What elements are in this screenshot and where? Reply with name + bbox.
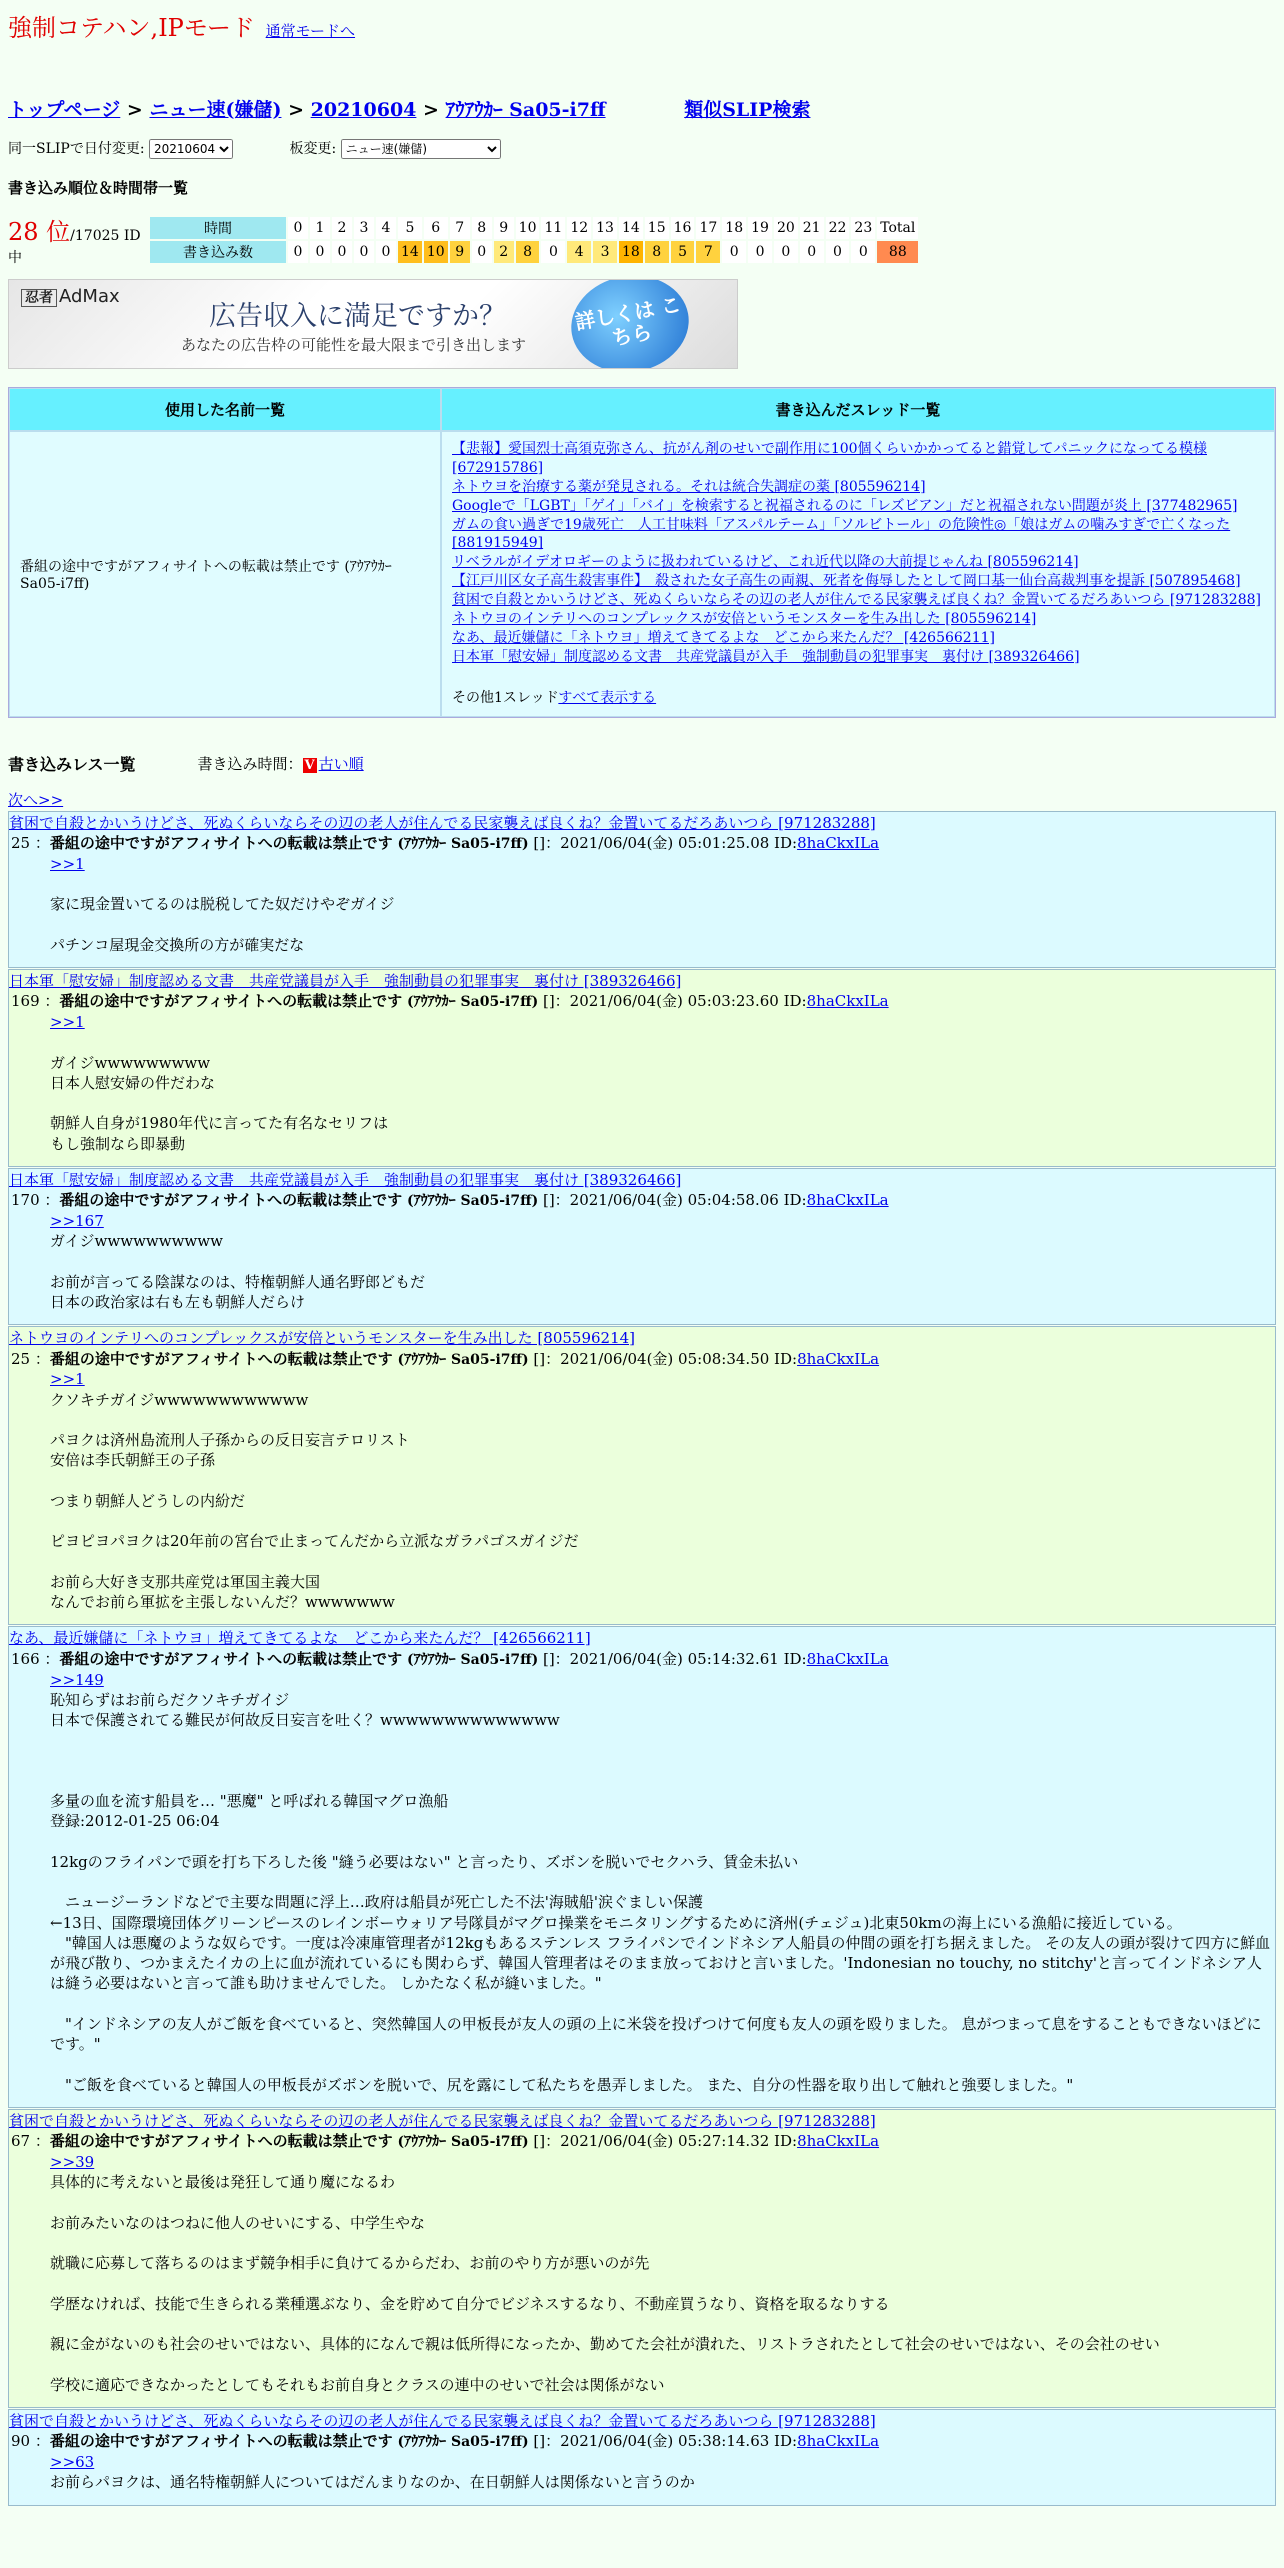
post xyxy=(8,811,1276,968)
thread-link[interactable]: ネトウヨを治療する薬が発見される。それは統合失調症の薬 [805596214] xyxy=(452,478,926,495)
next-page-link[interactable]: 次へ>> xyxy=(8,790,64,809)
date-select[interactable] xyxy=(149,139,233,159)
used-name: 番組の途中ですがアフィサイトへの転載は禁止です (ｱｳｱｳｶｰ Sa05-i7ff) xyxy=(9,431,441,717)
post-body xyxy=(9,1012,1273,1154)
post xyxy=(8,1626,1276,2107)
board-change-label: 板変更: xyxy=(289,141,337,157)
post-body xyxy=(9,1369,1273,1612)
hour-cell: 9 xyxy=(494,217,514,239)
post-author: 番組の途中ですがアフィサイトへの転載は禁止です xyxy=(49,2432,393,2451)
post-thread-link[interactable]: なあ、最近嫌儲に「ネトウヨ」増えてきてるよな どこから来たんだ？ [426566211] xyxy=(9,1629,591,1648)
reply-anchor-link[interactable]: >>167 xyxy=(50,1212,104,1230)
hour-cell: 16 xyxy=(671,217,695,239)
breadcrumb-board-link[interactable]: ニュー速(嫌儲) xyxy=(149,99,282,121)
post xyxy=(8,1168,1276,1325)
post-date: []：2021/06/04(金) 05:01:25.08 ID: xyxy=(528,833,798,852)
breadcrumb-top-link[interactable]: トップページ xyxy=(8,99,121,121)
thread-link[interactable]: Googleで「LGBT」「ゲイ」「バイ」を検索すると祝福されるのに「レズビアン」だと祝福されない問題が炎上 [377482965] xyxy=(452,497,1238,514)
hour-cell: 8 xyxy=(472,217,492,239)
post-text: ガイジwwwwwwwww 日本人慰安婦の件だわな 朝鮮人自身が1980年代に言ってた有名なセリフは もし強制なら即暴動 xyxy=(50,1053,389,1153)
count-cell: 0 xyxy=(774,241,798,263)
count-cell: 0 xyxy=(851,241,875,263)
hour-cell: 13 xyxy=(593,217,617,239)
post-date: []：2021/06/04(金) 05:27:14.32 ID: xyxy=(528,2132,798,2151)
post-meta xyxy=(9,991,1273,1012)
post-trip: (ｱｳｱｳｶｰ Sa05-i7ff) xyxy=(392,2434,529,2451)
more-threads xyxy=(452,687,1264,708)
post-id-link[interactable]: 8haCkxILa xyxy=(797,1349,880,1368)
post-id-link[interactable]: 8haCkxILa xyxy=(806,1191,889,1210)
post-date: []：2021/06/04(金) 05:04:58.06 ID: xyxy=(538,1191,807,1210)
post xyxy=(8,1326,1276,1625)
post-body xyxy=(9,1211,1273,1312)
hour-cell: 2 xyxy=(332,217,352,239)
post-number: 170 ： xyxy=(11,1191,60,1210)
reply-anchor-link[interactable]: >>1 xyxy=(50,1013,85,1032)
post-text: 家に現金置いてるのは脱税してた奴だけやぞガイジ パチンコ屋現金交換所の方が確実だな xyxy=(50,895,395,954)
names-header: 使用した名前一覧 xyxy=(9,388,441,431)
count-cell: 8 xyxy=(516,241,540,263)
post-number: 169 ： xyxy=(11,992,60,1011)
post-number: 25 ： xyxy=(11,833,50,852)
mode-title: 強制コテハン,IPモード xyxy=(8,14,255,42)
post-trip: (ｱｳｱｳｶｰ Sa05-i7ff) xyxy=(402,1193,539,1210)
count-cell: 0 xyxy=(310,241,330,263)
total-label: Total xyxy=(877,217,918,239)
posts-heading: 書き込みレス一覧 xyxy=(8,754,136,774)
rank-total: /17025 ID中 xyxy=(8,228,141,266)
hour-cell: 12 xyxy=(567,217,591,239)
hour-cell: 11 xyxy=(541,217,565,239)
hour-cell: 4 xyxy=(376,217,396,239)
post-trip: (ｱｳｱｳｶｰ Sa05-i7ff) xyxy=(392,2134,529,2151)
post-trip: (ｱｳｱｳｶｰ Sa05-i7ff) xyxy=(402,1651,539,1668)
post-meta xyxy=(9,1649,1273,1670)
hour-cell: 19 xyxy=(748,217,772,239)
post-text: お前らパヨクは、通名特権朝鮮人についてはだんまりなのか、在日朝鮮人は関係ないと言うのか xyxy=(50,2473,695,2492)
hour-cell: 1 xyxy=(310,217,330,239)
hour-cell: 17 xyxy=(696,217,720,239)
post-date: []：2021/06/04(金) 05:03:23.60 ID: xyxy=(538,992,807,1011)
breadcrumb-slip-link[interactable]: ｱｳｱｳｶｰ Sa05-i7ff xyxy=(445,99,606,121)
sort-order-label: 書き込み時間： xyxy=(197,754,303,773)
post-meta xyxy=(9,2431,1273,2452)
thread-link[interactable]: 貧困で自殺とかいうけどさ、死ぬくらいならその辺の老人が住んでる民家襲えば良くね？金置いてるだろあいつら [971283288] xyxy=(452,592,1261,609)
total-count: 88 xyxy=(877,241,918,263)
sort-arrow-icon: V xyxy=(304,757,315,773)
count-cell: 0 xyxy=(800,241,824,263)
reply-anchor-link[interactable]: >>149 xyxy=(50,1670,104,1689)
post-author: 番組の途中ですがアフィサイトへの転載は禁止です xyxy=(49,2132,393,2151)
breadcrumb-separator: > xyxy=(126,99,143,121)
count-cell: 0 xyxy=(288,241,308,263)
count-cell: 5 xyxy=(671,241,695,263)
count-cell: 0 xyxy=(826,241,850,263)
ad-details-button[interactable]: 詳しくは こちら xyxy=(564,279,697,369)
thread-link[interactable]: ガムの食い過ぎで19歳死亡 人工甘味料「アスパルテーム」「ソルビトール」の危険性◎「娘はガムの噛みすぎで亡くなった [881915949] xyxy=(452,516,1231,552)
post-meta xyxy=(9,1190,1273,1211)
count-cell: 0 xyxy=(748,241,772,263)
post-number: 90 ： xyxy=(11,2432,50,2451)
hour-cell: 10 xyxy=(516,217,540,239)
similar-slip-search-link[interactable]: 類似SLIP検索 xyxy=(684,99,811,121)
posts-list xyxy=(8,811,1276,2506)
summary-table xyxy=(8,387,1276,718)
thread-links xyxy=(452,440,1264,667)
post-body xyxy=(9,2452,1273,2493)
rank-display xyxy=(8,212,148,267)
post-date: []：2021/06/04(金) 05:08:34.50 ID: xyxy=(528,1349,798,1368)
threads-header: 書き込んだスレッド一覧 xyxy=(441,388,1275,431)
ad-banner[interactable] xyxy=(8,279,738,369)
thread-link[interactable]: なあ、最近嫌儲に「ネトウヨ」増えてきてるよな どこから来たんだ？ [426566211] xyxy=(452,629,995,646)
rank-number: 28 位 xyxy=(8,218,71,246)
thread-list xyxy=(441,431,1275,717)
count-cell: 0 xyxy=(472,241,492,263)
count-cell: 0 xyxy=(354,241,374,263)
hours-row-label: 時間 xyxy=(150,217,286,239)
hour-cell: 0 xyxy=(288,217,308,239)
post-id-link[interactable]: 8haCkxILa xyxy=(806,1649,889,1668)
sort-oldest-link[interactable]: 古い順 xyxy=(318,754,364,773)
mode-header xyxy=(8,8,1276,43)
post-thread-link[interactable]: 貧困で自殺とかいうけどさ、死ぬくらいならその辺の老人が住んでる民家襲えば良くね？金置いてるだろあいつら [971283288] xyxy=(9,813,876,832)
reply-anchor-link[interactable]: >>1 xyxy=(50,854,85,873)
breadcrumb xyxy=(8,95,1276,122)
post-number: 166 ： xyxy=(11,1649,60,1668)
count-cell: 10 xyxy=(424,241,448,263)
ad-logo: 忍者 AdMax xyxy=(21,286,120,307)
ad-subline: あなたの広告枠の可能性を最大限まで引き出します xyxy=(181,336,527,354)
post-thread-link[interactable]: 日本軍「慰安婦」制度認める文書 共産党議員が入手 強制動員の犯罪事実 裏付け [389326466] xyxy=(9,971,682,990)
breadcrumb-separator: > xyxy=(423,99,439,121)
count-cell: 18 xyxy=(619,241,643,263)
post-body xyxy=(9,854,1273,955)
post-text: クソキチガイジwwwwwwwwwwww パヨクは済州島流刑人子孫からの反日妄言テロリスト 安倍は李氏朝鮮王の子孫 つまり朝鮮人どうしの内紛だ ピヨピヨパヨクは20年前の宮台で止まってんだから立派なガラパゴスガイジだ お前ら大好き支那共産党は軍国主義大国 なんでお前ら軍拡を主張しないんだ？wwwwwww xyxy=(50,1390,579,1612)
thread-link[interactable]: 日本軍「慰安婦」制度認める文書 共産党議員が入手 強制動員の犯罪事実 裏付け [389326466] xyxy=(452,648,1080,665)
count-cell: 8 xyxy=(645,241,669,263)
count-cell: 2 xyxy=(494,241,514,263)
post-meta xyxy=(9,1349,1273,1370)
count-cell: 9 xyxy=(450,241,470,263)
selector-row xyxy=(8,138,1276,159)
reply-anchor-link[interactable]: >>1 xyxy=(50,1370,85,1389)
post-thread-link[interactable]: 貧困で自殺とかいうけどさ、死ぬくらいならその辺の老人が住んでる民家襲えば良くね？金置いてるだろあいつら [971283288] xyxy=(9,2111,876,2130)
rank-section xyxy=(8,212,1276,267)
hour-cell: 20 xyxy=(774,217,798,239)
post xyxy=(8,2409,1276,2506)
count-cell: 0 xyxy=(541,241,565,263)
post-body xyxy=(9,2152,1273,2395)
post-trip: (ｱｳｱｳｶｰ Sa05-i7ff) xyxy=(402,994,539,1011)
post-author: 番組の途中ですがアフィサイトへの転載は禁止です xyxy=(59,1191,403,1210)
post-trip: (ｱｳｱｳｶｰ Sa05-i7ff) xyxy=(392,835,529,852)
post-id-link[interactable]: 8haCkxILa xyxy=(797,2432,880,2451)
post-thread-link[interactable]: ネトウヨのインテリへのコンプレックスが安倍というモンスターを生み出した [805596214] xyxy=(9,1329,636,1348)
post-id-link[interactable]: 8haCkxILa xyxy=(797,833,880,852)
thread-link[interactable]: 【悲報】愛国烈士高須克弥さん、抗がん剤のせいで副作用に100個くらいかかってると錯覚してパニックになってる模様 [672915786] xyxy=(452,441,1207,476)
post-body xyxy=(9,1670,1273,2095)
counts-row-label: 書き込み数 xyxy=(150,241,286,263)
hours-row xyxy=(150,217,918,239)
hour-cell: 23 xyxy=(851,217,875,239)
post-number: 25 ： xyxy=(11,1349,50,1368)
date-change-label: 同一SLIPで日付変更: xyxy=(8,141,145,157)
posts-header xyxy=(8,752,1276,775)
post-author: 番組の途中ですがアフィサイトへの転載は禁止です xyxy=(49,1349,393,1368)
post-trip: (ｱｳｱｳｶｰ Sa05-i7ff) xyxy=(392,1351,529,1368)
post xyxy=(8,969,1276,1167)
post-date: []：2021/06/04(金) 05:38:14.63 ID: xyxy=(528,2432,798,2451)
post-text: ガイジwwwwwwwwww お前が言ってる陰謀なのは、特権朝鮮人通名野郎どもだ 日本の政治家は右も左も朝鮮人だらけ xyxy=(50,1232,426,1311)
post-date: []：2021/06/04(金) 05:14:32.61 ID: xyxy=(538,1649,807,1668)
post-thread-link[interactable]: 日本軍「慰安婦」制度認める文書 共産党議員が入手 強制動員の犯罪事実 裏付け [389326466] xyxy=(9,1170,682,1189)
post-id-link[interactable]: 8haCkxILa xyxy=(806,992,889,1011)
post-number: 67 ： xyxy=(11,2132,50,2151)
post-author: 番組の途中ですがアフィサイトへの転載は禁止です xyxy=(59,992,403,1011)
board-select[interactable] xyxy=(341,139,501,159)
hour-cell: 18 xyxy=(722,217,746,239)
hourly-post-table xyxy=(148,215,920,265)
reply-anchor-link[interactable]: >>39 xyxy=(50,2152,95,2171)
count-cell: 4 xyxy=(567,241,591,263)
post-thread-link[interactable]: 貧困で自殺とかいうけどさ、死ぬくらいならその辺の老人が住んでる民家襲えば良くね？金置いてるだろあいつら [971283288] xyxy=(9,2411,876,2430)
hour-cell: 3 xyxy=(354,217,374,239)
post-id-link[interactable]: 8haCkxILa xyxy=(797,2132,880,2151)
hour-cell: 14 xyxy=(619,217,643,239)
normal-mode-link[interactable]: 通常モードへ xyxy=(265,22,356,40)
hour-cell: 15 xyxy=(645,217,669,239)
show-all-threads-link[interactable]: すべて表示する xyxy=(558,689,657,706)
hour-cell: 6 xyxy=(424,217,448,239)
rank-heading: 書き込み順位＆時間帯一覧 xyxy=(8,179,189,197)
more-threads-text: その他1スレッド xyxy=(452,689,559,706)
hour-cell: 5 xyxy=(398,217,422,239)
hour-cell: 7 xyxy=(450,217,470,239)
ad-headline: 広告収入に満足ですか？ xyxy=(209,301,506,332)
post-meta xyxy=(9,2131,1273,2152)
post-author: 番組の途中ですがアフィサイトへの転載は禁止です xyxy=(59,1649,403,1668)
counts-row xyxy=(150,241,918,263)
thread-link[interactable]: 【江戸川区女子高生殺害事件】 殺された女子高生の両親、死者を侮辱したとして岡口基一仙台高裁判事を提訴 [507895468] xyxy=(452,573,1241,590)
count-cell: 3 xyxy=(593,241,617,263)
count-cell: 0 xyxy=(332,241,352,263)
reply-anchor-link[interactable]: >>63 xyxy=(50,2453,95,2472)
thread-link[interactable]: ネトウヨのインテリへのコンプレックスが安倍というモンスターを生み出した [805596214] xyxy=(452,611,1037,628)
count-cell: 7 xyxy=(696,241,720,263)
count-cell: 0 xyxy=(376,241,396,263)
hour-cell: 22 xyxy=(826,217,850,239)
post-text: 恥知らずはお前らだクソキチガイジ 日本で保護されてる難民が何故反日妄言を吐く？wwwwwwwwwwwwww 多量の血を流す船員を… "悪魔" と呼ばれる韓国マグロ漁船 登録:2012-01-25 06:04 12kgのフライパンで頭を打ち下ろした後 "縫う必要はない" と言ったり、ズボンを脱いでセクハラ、賃金未払い ニュージーランドなどで主要な問題に浮上…政府は船員が死亡した不法'海賊船'涙ぐましい保護 ←13日、国際環境団体グリーンピースのレインボーウォリア号隊員がマグロ操業をモニタリングするために済州(チェジュ)北東50kmの海上にいる漁船に接近している。 "韓国人は悪魔のような奴らです。一度は冷凍庫管理者が12kgもあるステンレス フライパンでインドネシア人船員の仲間の頭を打ち据えました。 その友人の頭が裂けて四方に鮮血が飛び散り、つかまえたイカの上に血が流れているにも関わらず、韓国人管理者はそのまま放っておけと言いました。'Indonesian no touchy, no stitchy'と言ってインドネシア人は縫う必要はないと言って誰も助けませんでした。 しかたなく私が縫いました。" "インドネシアの友人がご飯を食べていると、突然韓国人の甲板長が友人の頭の上に米袋を投げつけて何度も友人の頭を殴りました。 息がつまって息をすることもできないほどにです。" "ご飯を食べていると韓国人の甲板長がズボンを脱いで、尻を露にして私たちを愚弄しました。 また、自分の性器を取り出して触れと強要しました。" xyxy=(50,1690,1271,2094)
breadcrumb-date-link[interactable]: 20210604 xyxy=(310,99,417,121)
post-meta xyxy=(9,833,1273,854)
count-cell: 14 xyxy=(398,241,422,263)
count-cell: 0 xyxy=(722,241,746,263)
hour-cell: 21 xyxy=(800,217,824,239)
breadcrumb-separator: > xyxy=(288,99,304,121)
post xyxy=(8,2109,1276,2408)
sort-order xyxy=(198,753,364,774)
thread-link[interactable]: リベラルがイデオロギーのように扱われているけど、これ近代以降の大前提じゃんね [805596214] xyxy=(452,554,1079,571)
post-author: 番組の途中ですがアフィサイトへの転載は禁止です xyxy=(49,833,393,852)
post-text: 具体的に考えないと最後は発狂して通り魔になるわ お前みたいなのはつねに他人のせいにする、中学生やな 就職に応募して落ちるのはまず競争相手に負けてるからだわ、お前のやり方が悪いのが先 学歴なければ、技能で生きられる業種選ぶなり、金を貯めて自分でビジネスするなり、不動産買うなり、資格を取るなりする 親に金がないのも社会のせいではない、具体的になんで親は低所得になったか、勤めてた会社が潰れた、リストラされたとして社会のせいではない、その会社のせい 学校に適応できなかったとしてもそれもお前自身とクラスの連中のせいで社会は関係がない xyxy=(50,2173,1160,2394)
